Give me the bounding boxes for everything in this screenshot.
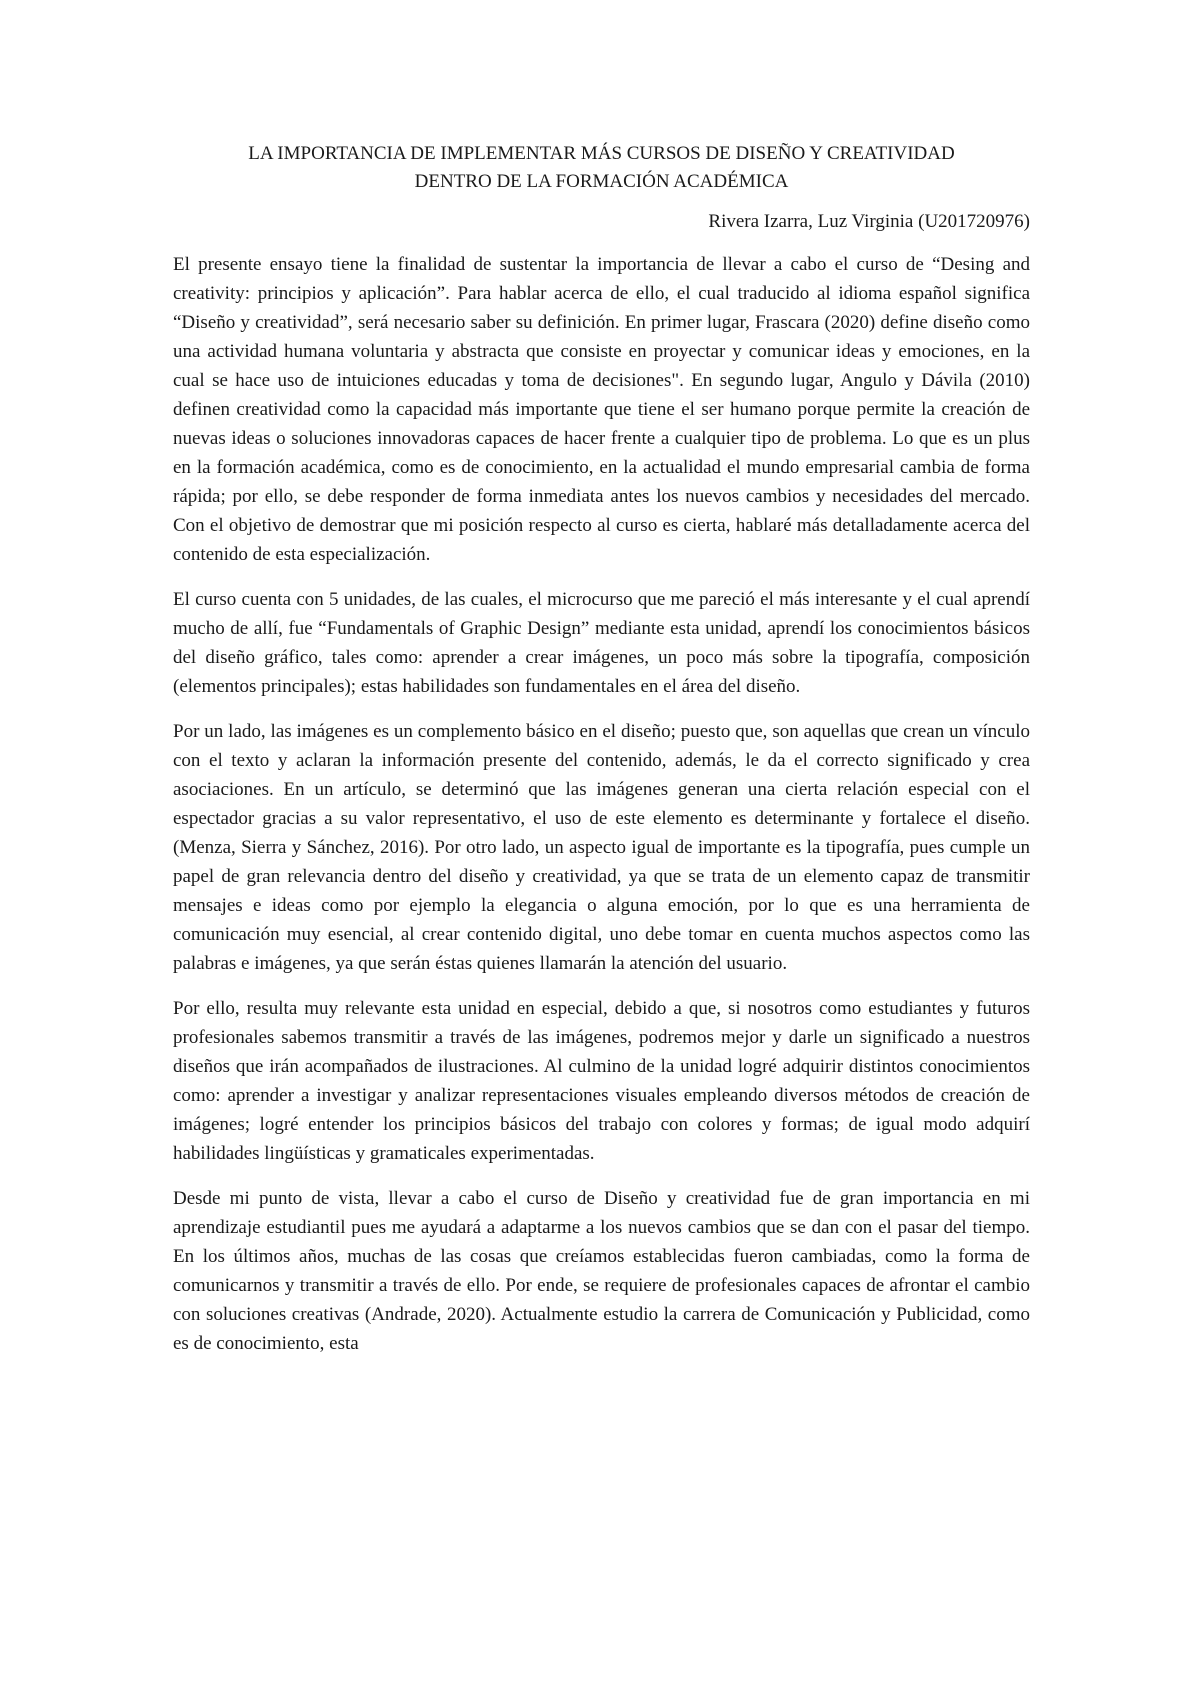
document-body bbox=[173, 140, 1030, 1374]
paragraph-2: El curso cuenta con 5 unidades, de las cuales, el microcurso que me pareció el más interesante y el cual aprendí mucho de allí, fue “Fundamentals of Graphic Design” mediante esta unidad, aprendí los conocimientos básicos del diseño gráfico, tales como: aprender a crear imágenes, un poco más sobre la tipografía, composición (elementos principales); estas habilidades son fundamentales en el área del diseño. bbox=[173, 589, 1030, 697]
paragraph-4: Por ello, resulta muy relevante esta unidad en especial, debido a que, si nosotros como estudiantes y futuros profesionales sabemos transmitir a través de las imágenes, podremos mejor y darle un significado a nuestros diseños que irán acompañados de ilustraciones. Al culmino de la unidad logré adquirir distintos conocimientos como: aprender a investigar y analizar representaciones visuales empleando diversos métodos de creación de imágenes; logré entender los principios básicos del trabajo con colores y formas; de igual modo adquirí habilidades lingüísticas y gramaticales experimentadas. bbox=[173, 998, 1030, 1164]
title-line-1: LA IMPORTANCIA DE IMPLEMENTAR MÁS CURSOS DE DISEÑO Y CREATIVIDAD bbox=[248, 143, 955, 164]
title-line-2: DENTRO DE LA FORMACIÓN ACADÉMICA bbox=[414, 171, 789, 192]
document-title bbox=[173, 140, 1030, 196]
paragraph-3: Por un lado, las imágenes es un complemento básico en el diseño; puesto que, son aquellas que crean un vínculo con el texto y aclaran la información presente del contenido, además, le da el correcto significado y crea asociaciones. En un artículo, se determinó que las imágenes generan una cierta relación especial con el espectador gracias a su valor representativo, el uso de este elemento es determinante y fortalece el diseño. (Menza, Sierra y Sánchez, 2016). Por otro lado, un aspecto igual de importante es la tipografía, pues cumple un papel de gran relevancia dentro del diseño y creatividad, ya que se trata de un elemento capaz de transmitir mensajes e ideas como por ejemplo la elegancia o alguna emoción, por lo que es una herramienta de comunicación muy esencial, al crear contenido digital, uno debe tomar en cuenta muchos aspectos como las palabras e imágenes, ya que serán éstas quienes llamarán la atención del usuario. bbox=[173, 721, 1030, 974]
author-line: Rivera Izarra, Luz Virginia (U201720976) bbox=[708, 211, 1030, 232]
paragraph-1: El presente ensayo tiene la finalidad de sustentar la importancia de llevar a cabo el curso de “Desing and creativity: principios y aplicación”. Para hablar acerca de ello, el cual traducido al idioma español significa “Diseño y creatividad”, será necesario saber su definición. En primer lugar, Frascara (2020) define diseño como una actividad humana voluntaria y abstracta que consiste en proyectar y comunicar ideas y emociones, en la cual se hace uso de intuiciones educadas y toma de decisiones". En segundo lugar, Angulo y Dávila (2010) definen creatividad como la capacidad más importante que tiene el ser humano porque permite la creación de nuevas ideas o soluciones innovadoras capaces de hacer frente a cualquier tipo de problema. Lo que es un plus en la formación académica, como es de conocimiento, en la actualidad el mundo empresarial cambia de forma rápida; por ello, se debe responder de forma inmediata antes los nuevos cambios y necesidades del mercado. Con el objetivo de demostrar que mi posición respecto al curso es cierta, hablaré más detalladamente acerca del contenido de esta especialización. bbox=[173, 254, 1030, 565]
paragraph-5: Desde mi punto de vista, llevar a cabo el curso de Diseño y creatividad fue de gran importancia en mi aprendizaje estudiantil pues me ayudará a adaptarme a los nuevos cambios que se dan con el pasar del tiempo. En los últimos años, muchas de las cosas que creíamos establecidas fueron cambiadas, como la forma de comunicarnos y transmitir a través de ello. Por ende, se requiere de profesionales capaces de afrontar el cambio con soluciones creativas (Andrade, 2020). Actualmente estudio la carrera de Comunicación y Publicidad, como es de conocimiento, esta bbox=[173, 1188, 1030, 1354]
